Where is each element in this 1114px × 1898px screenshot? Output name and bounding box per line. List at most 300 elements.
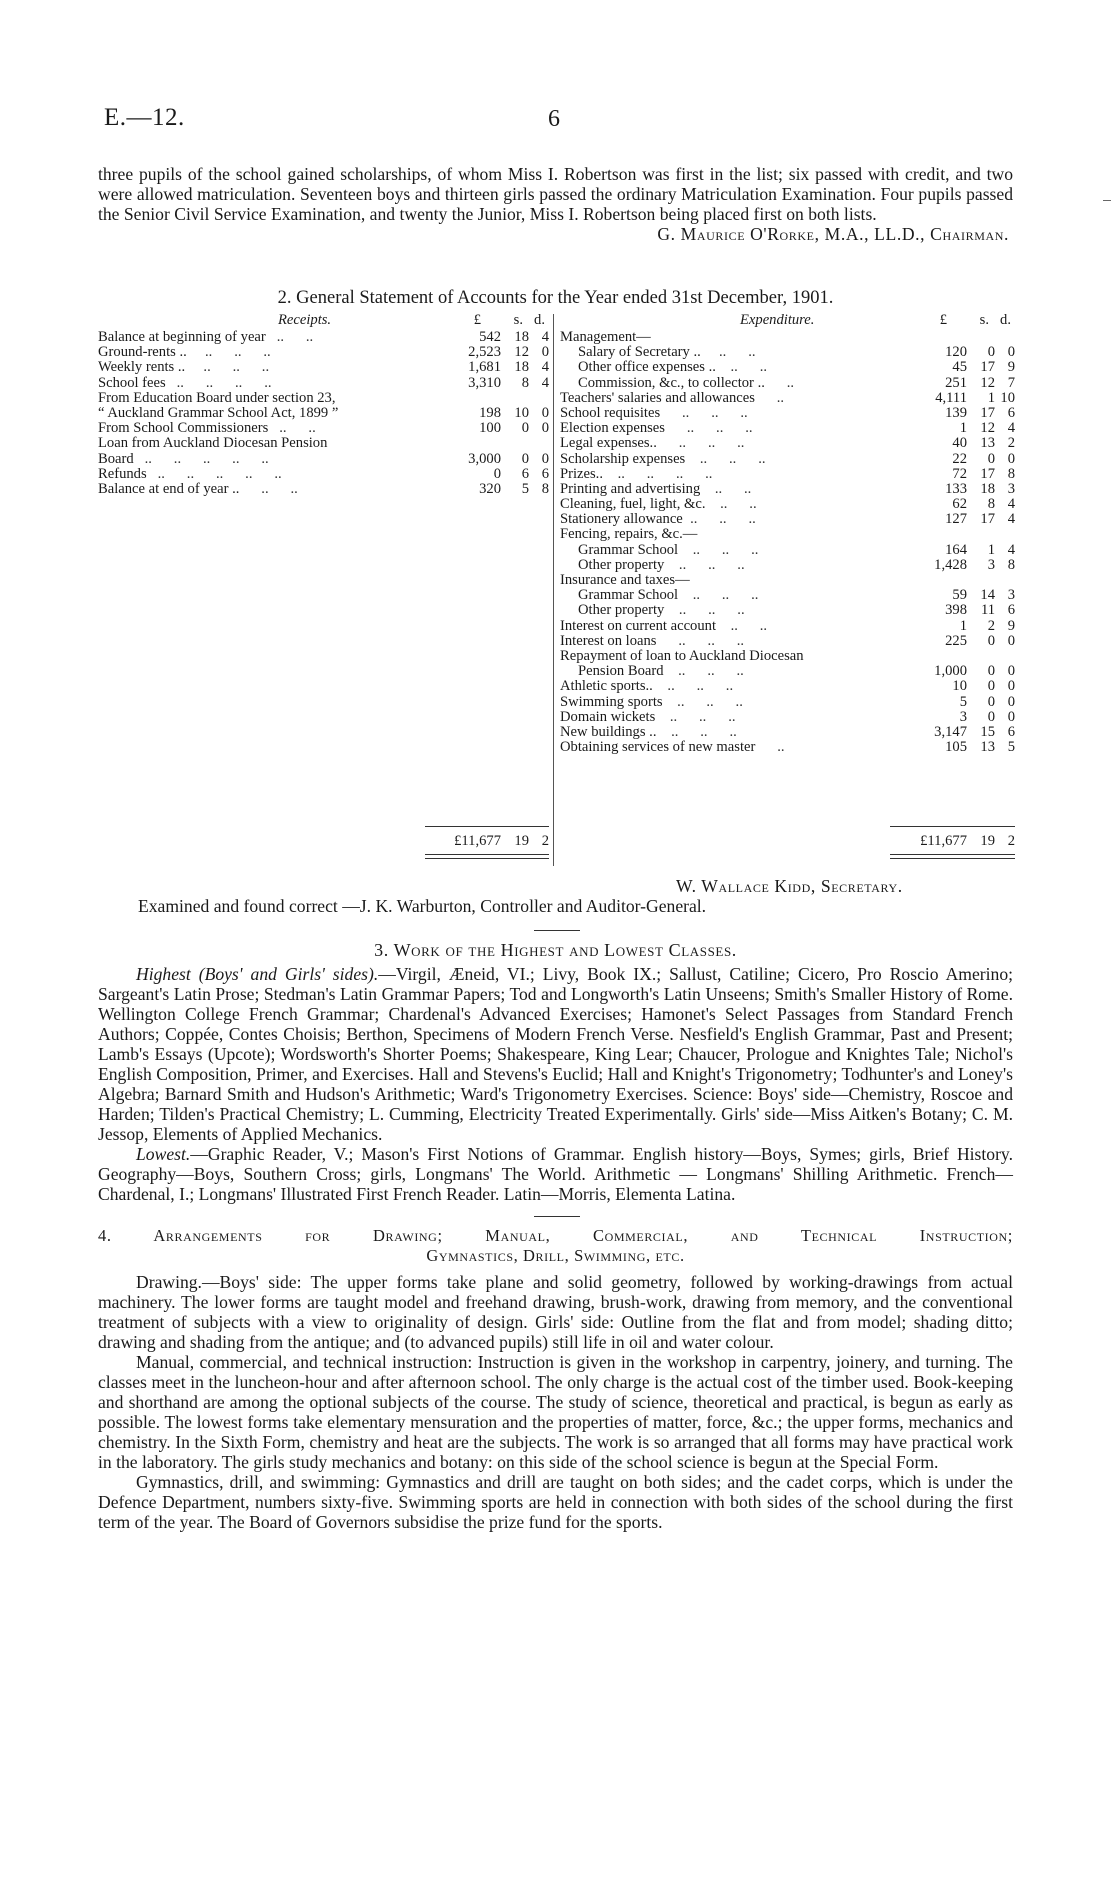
shillings-heading: s. (513, 312, 523, 328)
expenditure-pounds: 22 (952, 450, 967, 467)
expenditure-pounds: 72 (952, 465, 967, 482)
lowest-classes-text: —Graphic Reader, V.; Mason's First Notions of Grammar. English history—Boys, Symes; girls, Brief History. Geography—Boys, Southern Cross; girls, Longmans' The World. Arithmetic — Longmans' Shilling Arithmetic. French—Chardenal, I.; Longmans' Illustrated First French Reader. Latin—Morris, Elementa Latina. (98, 1144, 1013, 1204)
expenditure-pounds: 40 (952, 435, 967, 452)
receipt-pence: 0 (541, 450, 549, 467)
receipt-leader-dots: .. .. (239, 480, 298, 497)
expenditure-pence: 2 (1007, 435, 1015, 452)
receipt-pounds: 1,681 (468, 359, 501, 376)
expenditure-label (560, 421, 753, 436)
expenditure-pence: 3 (1007, 480, 1015, 497)
receipt-label (98, 452, 269, 467)
receipt-label-text: From School Commissioners (98, 420, 269, 437)
receipt-row (98, 452, 549, 467)
expenditure-label-text: Stationery allowance (560, 511, 683, 528)
receipt-row (98, 360, 549, 375)
expenditure-row (560, 527, 1015, 542)
receipt-leader-dots: .. .. .. (186, 344, 271, 361)
expenditure-total (911, 832, 1015, 850)
receipt-shillings: 5 (521, 480, 529, 497)
expenditure-shillings: 3 (987, 556, 995, 573)
expenditure-label (560, 497, 757, 512)
receipts-column (98, 312, 549, 497)
expenditure-label-text: Other property (578, 602, 665, 619)
accounts-title: 2. General Statement of Accounts for the Year ended 31st December, 1901. (277, 288, 834, 308)
expenditure-row (560, 376, 1015, 391)
receipt-label (98, 436, 327, 451)
receipt-row (98, 330, 549, 345)
expenditure-label-text: Repayment of loan to Auckland Diocesan (560, 647, 804, 664)
expenditure-leader-dots: .. .. .. (664, 420, 753, 437)
section3-title: 3. Work of the Highest and Lowest Classes. (374, 940, 737, 960)
expenditure-leader-dots: .. .. .. (655, 708, 736, 725)
expenditure-leader-dots: .. .. .. (682, 511, 756, 528)
receipt-pence: 0 (541, 344, 549, 361)
shillings-heading: s. (979, 312, 989, 328)
receipts-total-pounds: £11,677 (454, 833, 501, 849)
receipt-pounds: 100 (479, 420, 501, 437)
expenditure-shillings: 12 (980, 420, 995, 437)
expenditure-pence: 6 (1007, 602, 1015, 619)
expenditure-row (560, 360, 1015, 375)
expenditure-label (560, 649, 804, 664)
expenditure-shillings: 8 (987, 496, 995, 513)
expenditure-label-text: New buildings .. (560, 723, 657, 740)
examined-statement: Examined and found correct —J. K. Warburton, Controller and Auditor-General. (138, 896, 707, 916)
expenditure-row (560, 710, 1015, 725)
expenditure-row (560, 436, 1015, 451)
expenditure-leader-dots: .. .. (705, 496, 757, 513)
expenditure-label (560, 558, 745, 573)
expenditure-shillings: 0 (987, 663, 995, 680)
expenditure-pence: 9 (1007, 617, 1015, 634)
expenditure-pounds: 105 (945, 739, 967, 756)
expenditure-leader-dots: .. .. .. (664, 556, 745, 573)
expenditure-shillings: 0 (987, 693, 995, 710)
section3-body (98, 964, 1013, 1204)
receipts-list (98, 330, 549, 497)
expenditure-label (560, 527, 697, 542)
expenditure-shillings: 0 (987, 450, 995, 467)
expenditure-label (560, 376, 794, 391)
receipt-pence: 6 (541, 465, 549, 482)
document-reference: E.—12. (104, 104, 185, 131)
expenditure-list (560, 330, 1015, 755)
expenditure-shillings: 0 (987, 678, 995, 695)
receipt-shillings: 8 (521, 374, 529, 391)
receipt-label (98, 360, 269, 375)
expenditure-label (560, 512, 756, 527)
expenditure-leader-dots: .. .. .. (662, 693, 743, 710)
expenditure-label-text: Printing and advertising (560, 480, 701, 497)
page-number: 6 (548, 106, 560, 132)
expenditure-pence: 4 (1007, 541, 1015, 558)
expenditure-shillings: 0 (987, 708, 995, 725)
expenditure-shillings: 0 (987, 632, 995, 649)
receipt-label (98, 376, 272, 391)
expenditure-pence: 6 (1007, 404, 1015, 421)
expenditure-row (560, 391, 1015, 406)
column-divider (553, 314, 554, 866)
expenditure-row (560, 740, 1015, 755)
receipt-row (98, 482, 549, 497)
expenditure-label-text: Pension Board (578, 663, 664, 680)
section-divider (534, 1216, 580, 1217)
receipt-pounds: 0 (493, 465, 501, 482)
receipt-label (98, 467, 282, 482)
expenditure-pounds: 1 (959, 420, 967, 437)
receipt-label-text: Balance at end of year .. (98, 480, 240, 497)
expenditure-pence: 10 (1000, 389, 1015, 406)
expenditure-leader-dots: .. .. .. (660, 404, 748, 421)
expenditure-pence: 8 (1007, 465, 1015, 482)
expenditure-shillings: 11 (980, 602, 995, 619)
expenditure-label (560, 588, 758, 603)
receipt-label-text: Ground-rents .. (98, 344, 187, 361)
expenditure-leader-dots: .. .. .. (656, 632, 745, 649)
receipt-pence: 4 (541, 359, 549, 376)
expenditure-pounds: 62 (952, 496, 967, 513)
expenditure-leader-dots: .. .. .. (656, 435, 745, 452)
expenditure-label-text: Election expenses (560, 420, 665, 437)
expenditure-label-text: Grammar School (578, 587, 679, 604)
expenditure-total-pounds: £11,677 (920, 833, 967, 849)
expenditure-pence: 0 (1007, 708, 1015, 725)
expenditure-shillings: 17 (980, 465, 995, 482)
expenditure-shillings: 18 (980, 480, 995, 497)
receipt-shillings: 6 (521, 465, 529, 482)
expenditure-label (560, 391, 784, 406)
expenditure-label (560, 482, 751, 497)
expenditure-leader-dots: .. .. .. .. (602, 465, 713, 482)
expenditure-leader-dots: .. (755, 739, 785, 756)
expenditure-pence: 0 (1007, 663, 1015, 680)
expenditure-label-text: Interest on current account (560, 617, 716, 634)
expenditure-label (560, 603, 745, 618)
expenditure-pence: 9 (1007, 359, 1015, 376)
section4-title-line2: Gymnastics, Drill, Swimming, etc. (426, 1246, 685, 1265)
section4-body (98, 1272, 1013, 1532)
expenditure-pounds: 1,000 (934, 663, 967, 680)
expenditure-label-text: Management— (560, 329, 651, 345)
receipt-pence: 4 (541, 329, 549, 345)
expenditure-label-text: Prizes.. (560, 465, 603, 482)
receipt-pounds: 542 (479, 329, 501, 345)
receipt-row (98, 345, 549, 360)
expenditure-label (560, 573, 690, 588)
expenditure-shillings: 1 (987, 541, 995, 558)
expenditure-pounds: 120 (945, 344, 967, 361)
expenditure-total-pence: 2 (1007, 833, 1015, 849)
expenditure-pence: 8 (1007, 556, 1015, 573)
expenditure-label-text: Salary of Secretary .. (578, 344, 701, 361)
receipt-shillings: 18 (514, 329, 529, 345)
expenditure-label (560, 740, 785, 755)
receipt-label (98, 330, 313, 345)
expenditure-pence: 4 (1007, 511, 1015, 528)
receipt-pence: 4 (541, 374, 549, 391)
expenditure-label (560, 452, 766, 467)
expenditure-pounds: 251 (945, 374, 967, 391)
receipt-label (98, 482, 298, 497)
receipt-label-text: Weekly rents .. (98, 359, 186, 376)
expenditure-leader-dots: .. .. (700, 480, 752, 497)
expenditure-label-text: Swimming sports (560, 693, 663, 710)
expenditure-row (560, 497, 1015, 512)
expenditure-leader-dots: .. .. (716, 617, 768, 634)
receipt-leader-dots: .. .. .. (185, 359, 270, 376)
expenditure-shillings: 13 (980, 739, 995, 756)
expenditure-row (560, 421, 1015, 436)
expenditure-label (560, 345, 756, 360)
expenditure-pence: 3 (1007, 587, 1015, 604)
intro-section (98, 164, 1013, 244)
receipt-label-text: School fees (98, 374, 166, 391)
expenditure-label-text: Other office expenses .. (578, 359, 716, 376)
expenditure-leader-dots: .. .. .. (652, 678, 734, 695)
expenditure-shillings: 12 (980, 374, 995, 391)
highest-classes-text: —Virgil, Æneid, VI.; Livy, Book IX.; Sallust, Catiline; Cicero, Pro Roscio Amerino; Sargeant's Latin Prose; Stedman's Latin Grammar Papers; Tod and Longworth's Latin Unseens; Smith's Smaller History of Rome. Wellington College French Grammar; Chardenal's Advanced Exercises; Hamonet's Select Passages from Standard French Authors; Coppée, Contes Choisis; Berthon, Specimens of Modern French Verse. Nesfield's English Grammar, Past and Present; Lamb's Essays (Upcote); Wordsworth's Shorter Poems; Shakespeare, King Lear; Chaucer, Prologue and Knightes Tale; Nichol's English Composition, Primer, and Exercises. Hall and Stevens's Euclid; Hall and Knight's Trigonometry; Todhunter's and Loney's Algebra; Barnard Smith and Hudson's Arithmetic; Ward's Trigonometry Exercises. Science: Boys' side—Chemistry, Roscoe and Harden; Tilden's Practical Chemistry; L. Cumming, Electricity Treated Experimentally. Girls' side—Miss Aitken's Botany; C. M. Jessop, Elements of Applied Mechanics. (98, 964, 1014, 1144)
expenditure-heading: Expenditure. (740, 312, 815, 328)
receipt-shillings: 10 (514, 404, 529, 421)
expenditure-row (560, 573, 1015, 588)
secretary-signature: W. Wallace Kidd, Secretary. (676, 876, 903, 896)
section-divider (534, 930, 580, 931)
expenditure-row (560, 345, 1015, 360)
expenditure-pounds: 164 (945, 541, 967, 558)
expenditure-column (560, 312, 1015, 755)
receipt-label-text: Loan from Auckland Diocesan Pension (98, 435, 328, 452)
receipt-pounds: 320 (479, 480, 501, 497)
expenditure-pounds: 3 (959, 708, 967, 725)
pence-heading: d. (534, 312, 545, 328)
expenditure-pence: 4 (1007, 420, 1015, 437)
expenditure-label-text: Legal expenses.. (560, 435, 657, 452)
expenditure-label (560, 406, 748, 421)
receipt-label-text: “ Auckland Grammar School Act, 1899 ” (98, 404, 339, 421)
expenditure-heading-row (560, 312, 1015, 330)
expenditure-row (560, 695, 1015, 710)
expenditure-label (560, 679, 733, 694)
expenditure-leader-dots: .. .. .. (664, 602, 745, 619)
expenditure-label-text: Commission, &c., to collector .. (578, 374, 765, 391)
receipts-heading-row (98, 312, 549, 330)
receipt-row (98, 436, 549, 451)
expenditure-leader-dots: .. (754, 389, 785, 406)
receipt-label-text: Balance at beginning of year (98, 329, 266, 345)
receipt-pounds: 3,310 (468, 374, 501, 391)
expenditure-pounds: 4,111 (935, 389, 967, 406)
expenditure-row (560, 512, 1015, 527)
receipt-leader-dots: .. .. .. .. .. (146, 465, 282, 482)
lowest-classes-paragraph (98, 1144, 1013, 1204)
receipts-total (445, 832, 549, 850)
expenditure-pounds: 398 (945, 602, 967, 619)
expenditure-pounds: 45 (952, 359, 967, 376)
expenditure-label (560, 543, 758, 558)
receipt-label (98, 345, 271, 360)
receipts-total-pence: 2 (541, 833, 549, 849)
intro-paragraph: three pupils of the school gained scholarships, of whom Miss I. Robertson was first in the list; six passed with credit, and two were allowed matriculation. Seventeen boys and thirteen girls passed the ordinary Matriculation Examination. Four pupils passed the Senior Civil Service Examination, and twenty the Junior, Miss I. Robertson being placed first on both lists. (98, 164, 1013, 224)
receipt-row (98, 391, 549, 406)
expenditure-label-text: Interest on loans (560, 632, 657, 649)
receipt-label (98, 421, 316, 436)
expenditure-label-text: Cleaning, fuel, light, &c. (560, 496, 706, 513)
receipt-row (98, 421, 549, 436)
expenditure-total-shillings: 19 (980, 833, 995, 849)
expenditure-label-text: Teachers' salaries and allowances (560, 389, 755, 406)
expenditure-label-text: Domain wickets (560, 708, 656, 725)
manual-instruction-paragraph: Manual, commercial, and technical instruction: Instruction is given in the workshop in carpentry, joinery, and turning. The classes meet in the luncheon-hour and after afternoon school. The only charge is the actual cost of the timber used. Book-keeping and shorthand are among the optional subjects of the course. The study of science, theoretical and practical, is begun as early as possible. The lowest forms take elementary mensuration and the properties of matter, force, &c.; the upper forms, mechanics and chemistry. In the Sixth Form, chemistry and heat are the subjects. The work is so arranged that all forms may have practical work in the laboratory. The girls study mechanics and botany: on this side of the school science is begun at the Special Form. (98, 1352, 1013, 1472)
receipt-leader-dots: .. .. .. .. .. (133, 450, 269, 467)
receipt-label (98, 406, 338, 421)
expenditure-shillings: 15 (980, 723, 995, 740)
receipt-shillings: 0 (521, 450, 529, 467)
expenditure-pounds: 127 (945, 511, 967, 528)
pounds-heading: £ (473, 312, 481, 328)
pence-heading: d. (1000, 312, 1011, 328)
chairman-signature: G. Maurice O'Rorke, M.A., LL.D., Chairman. (657, 224, 1009, 244)
margin-mark (1103, 200, 1111, 201)
expenditure-label-text: Other property (578, 556, 665, 573)
expenditure-row (560, 664, 1015, 679)
expenditure-pence: 0 (1007, 344, 1015, 361)
expenditure-row (560, 482, 1015, 497)
receipts-total-shillings: 19 (514, 833, 529, 849)
expenditure-pounds: 139 (945, 404, 967, 421)
expenditure-label-text: Scholarship expenses (560, 450, 686, 467)
expenditure-label (560, 467, 712, 482)
expenditure-pounds: 225 (945, 632, 967, 649)
receipt-leader-dots: .. .. (268, 420, 316, 437)
expenditure-pence: 6 (1007, 723, 1015, 740)
expenditure-row (560, 588, 1015, 603)
expenditure-leader-dots: .. .. .. (685, 450, 766, 467)
expenditure-label-text: Insurance and taxes— (560, 572, 690, 588)
expenditure-shillings: 1 (987, 389, 995, 406)
drawing-paragraph: Drawing.—Boys' side: The upper forms take plane and solid geometry, followed by working-drawings from actual machinery. The lower forms are taught model and freehand drawing, brush-work, drawing from memory, and the conventional treatment of subjects with a view to originality of design. Girls' side: Outline from the flat and from model; shading ditto; drawing and shading from the antique; and (to advanced pupils) still life in oil and water colour. (98, 1272, 1013, 1352)
receipt-pounds: 3,000 (468, 450, 501, 467)
expenditure-pounds: 133 (945, 480, 967, 497)
receipt-shillings: 12 (514, 344, 529, 361)
section4-title-line1: 4. Arrangements for Drawing; Manual, Commercial, and Technical Instruction; (98, 1226, 1013, 1245)
expenditure-shillings: 14 (980, 587, 995, 604)
receipt-leader-dots: .. .. (265, 329, 314, 345)
receipt-row (98, 406, 549, 421)
expenditure-row (560, 679, 1015, 694)
expenditure-label-text: School requisites (560, 404, 661, 421)
expenditure-pence: 7 (1007, 374, 1015, 391)
expenditure-row (560, 330, 1015, 345)
expenditure-pence: 0 (1007, 693, 1015, 710)
expenditure-label (560, 436, 744, 451)
expenditure-label-text: Grammar School (578, 541, 679, 558)
receipt-leader-dots: .. .. .. .. (165, 374, 272, 391)
expenditure-pence: 5 (1007, 739, 1015, 756)
expenditure-shillings: 13 (980, 435, 995, 452)
receipts-heading: Receipts. (278, 312, 332, 328)
receipt-pence: 0 (541, 404, 549, 421)
receipt-label-text: Refunds (98, 465, 147, 482)
receipts-double-rule (425, 854, 549, 859)
receipt-pounds: 2,523 (468, 344, 501, 361)
expenditure-shillings: 17 (980, 511, 995, 528)
expenditure-label (560, 664, 744, 679)
expenditure-row (560, 603, 1015, 618)
receipt-label (98, 391, 336, 406)
expenditure-leader-dots: .. .. .. (678, 541, 759, 558)
expenditure-row (560, 558, 1015, 573)
expenditure-label (560, 634, 744, 649)
expenditure-label-text: Obtaining services of new master (560, 739, 756, 756)
expenditure-leader-dots: .. .. (700, 344, 756, 361)
expenditure-shillings: 17 (980, 359, 995, 376)
expenditure-leader-dots: .. (764, 374, 795, 391)
expenditure-label-text: Athletic sports.. (560, 678, 653, 695)
expenditure-pounds: 59 (952, 587, 967, 604)
expenditure-leader-dots: .. .. .. (663, 663, 744, 680)
expenditure-row (560, 725, 1015, 740)
expenditure-total-rule (890, 826, 1015, 827)
expenditure-pounds: 5 (959, 693, 967, 710)
expenditure-row (560, 406, 1015, 421)
receipt-label-text: Board (98, 450, 134, 467)
receipt-shillings: 18 (514, 359, 529, 376)
highest-classes-paragraph (98, 964, 1013, 1144)
lowest-classes-label: Lowest. (136, 1144, 191, 1164)
receipt-pence: 0 (541, 420, 549, 437)
expenditure-label (560, 710, 736, 725)
receipt-shillings: 0 (521, 420, 529, 437)
expenditure-pence: 4 (1007, 496, 1015, 513)
highest-classes-label: Highest (Boys' and Girls' sides). (136, 964, 379, 984)
expenditure-double-rule (890, 854, 1015, 859)
expenditure-row (560, 634, 1015, 649)
expenditure-label (560, 725, 737, 740)
expenditure-label (560, 695, 743, 710)
receipt-pounds: 198 (479, 404, 501, 421)
expenditure-leader-dots: .. .. (715, 359, 767, 376)
expenditure-pounds: 1 (959, 617, 967, 634)
expenditure-pounds: 10 (952, 678, 967, 695)
expenditure-pence: 0 (1007, 632, 1015, 649)
expenditure-leader-dots: .. .. .. (656, 723, 737, 740)
receipt-row (98, 376, 549, 391)
expenditure-row (560, 619, 1015, 634)
receipt-row (98, 467, 549, 482)
expenditure-leader-dots: .. .. .. (678, 587, 759, 604)
expenditure-label (560, 619, 767, 634)
expenditure-pounds: 3,147 (934, 723, 967, 740)
expenditure-label (560, 360, 767, 375)
expenditure-pence: 0 (1007, 450, 1015, 467)
expenditure-row (560, 543, 1015, 558)
expenditure-row (560, 467, 1015, 482)
expenditure-row (560, 649, 1015, 664)
pounds-heading: £ (939, 312, 947, 328)
receipt-pence: 8 (541, 480, 549, 497)
gymnastics-paragraph: Gymnastics, drill, and swimming: Gymnastics and drill are taught on both sides; and the cadet corps, which is under the Defence Department, numbers sixty-five. Swimming sports are held in connection with both sides of the school during the first term of the year. The Board of Governors subsidise the prize fund for the sports. (98, 1472, 1013, 1532)
expenditure-shillings: 0 (987, 344, 995, 361)
expenditure-label (560, 330, 651, 345)
expenditure-pounds: 1,428 (934, 556, 967, 573)
expenditure-pence: 0 (1007, 678, 1015, 695)
expenditure-row (560, 452, 1015, 467)
expenditure-shillings: 17 (980, 404, 995, 421)
receipts-total-rule (425, 826, 549, 827)
expenditure-shillings: 2 (987, 617, 995, 634)
receipt-label-text: From Education Board under section 23, (98, 389, 336, 406)
expenditure-label-text: Fencing, repairs, &c.— (560, 526, 698, 543)
